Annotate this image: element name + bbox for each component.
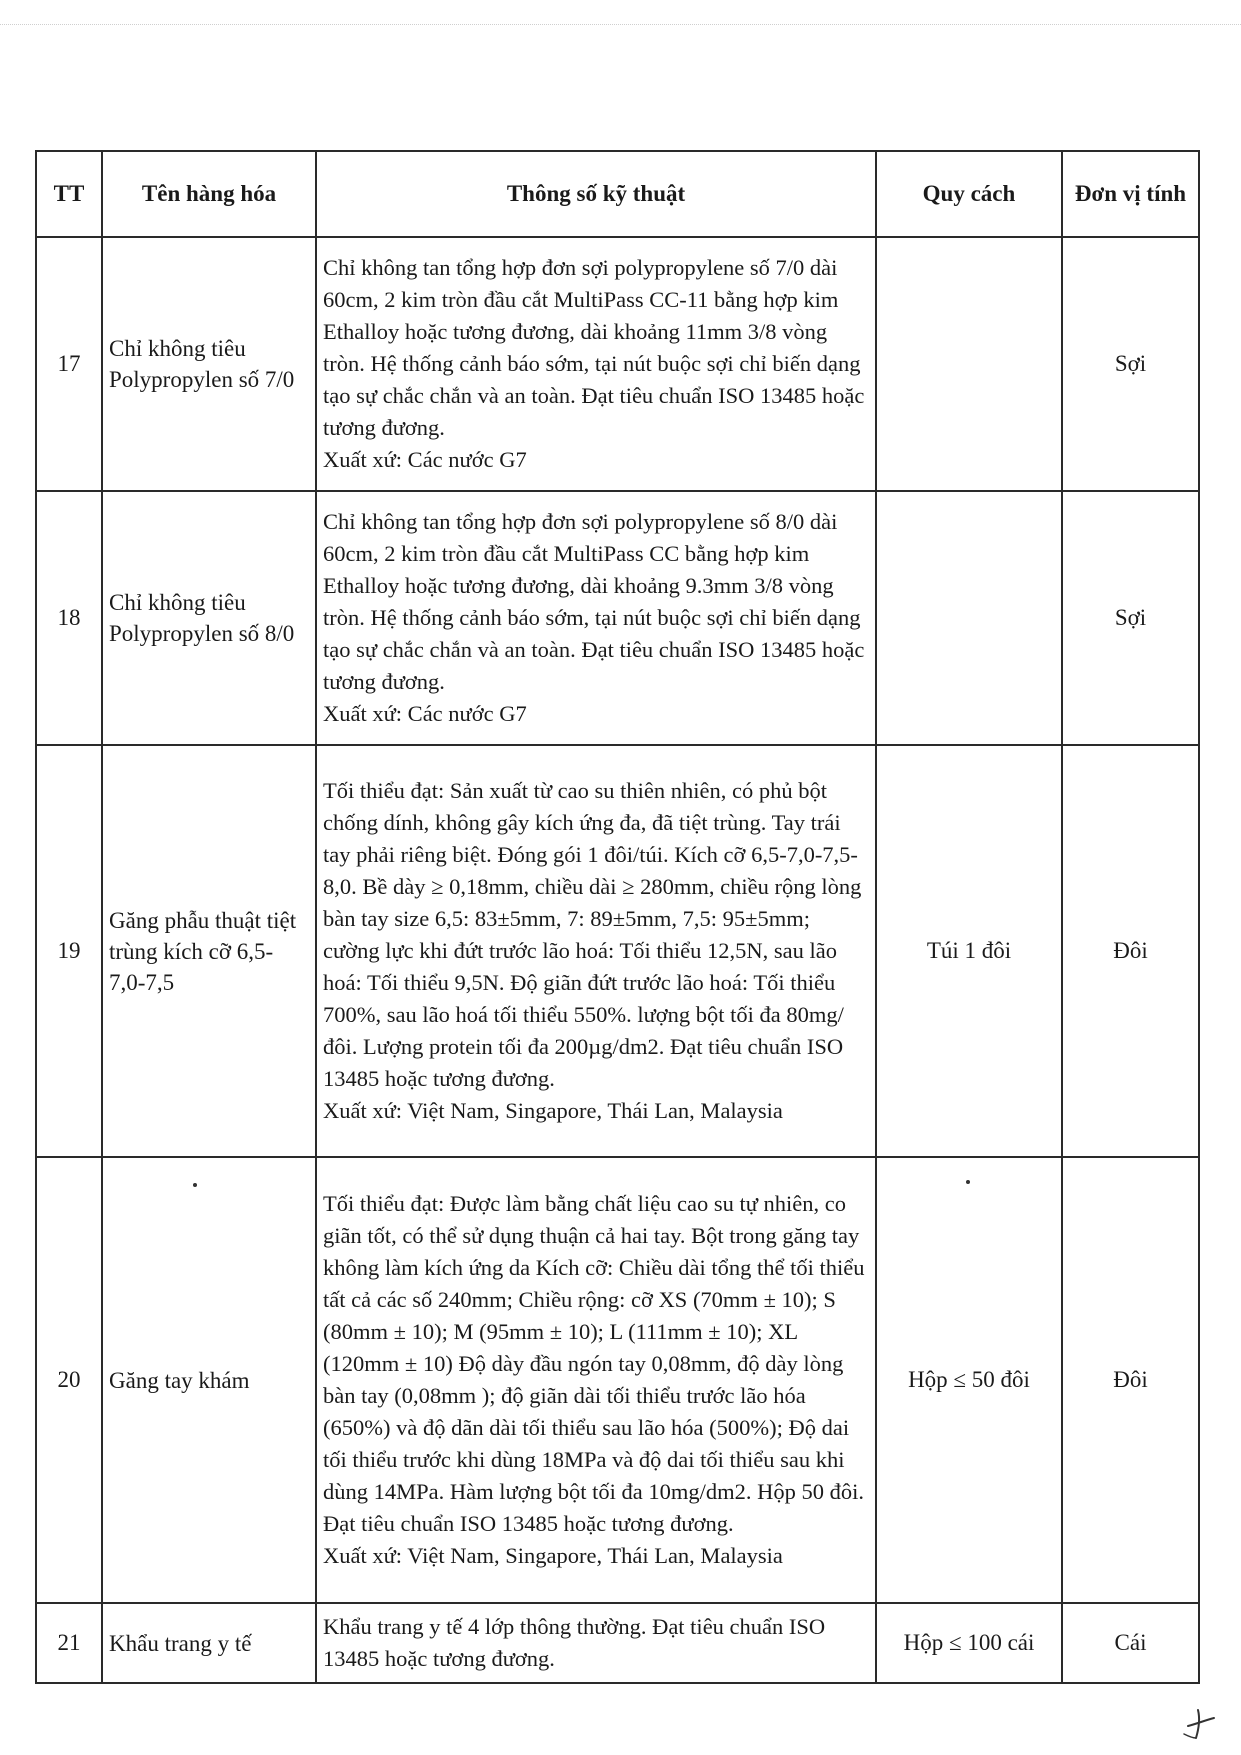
row-unit: Cái <box>1062 1603 1199 1683</box>
header-pack: Quy cách <box>876 151 1062 237</box>
row-name: Găng tay khám <box>102 1157 316 1603</box>
row-tt: 20 <box>36 1157 102 1603</box>
header-spec: Thông số kỹ thuật <box>316 151 876 237</box>
row-tt: 19 <box>36 745 102 1157</box>
row-pack: Túi 1 đôi <box>876 745 1062 1157</box>
initial-mark-icon <box>1178 1706 1218 1742</box>
row-unit: Sợi <box>1062 237 1199 491</box>
table-row <box>36 491 1199 745</box>
row-pack <box>876 237 1062 491</box>
row-tt: 17 <box>36 237 102 491</box>
row-name: Chỉ không tiêu Polypropylen số 8/0 <box>102 491 316 745</box>
product-spec-table <box>35 150 1200 1684</box>
table-row <box>36 237 1199 491</box>
row-tt: 21 <box>36 1603 102 1683</box>
row-name: Chỉ không tiêu Polypropylen số 7/0 <box>102 237 316 491</box>
row-name: Khẩu trang y tế <box>102 1603 316 1683</box>
header-tt: TT <box>36 151 102 237</box>
row-spec: Tối thiểu đạt: Sản xuất từ cao su thiên nhiên, có phủ bột chống dính, không gây kích ứng đa, đã tiệt trùng. Tay trái tay phải riêng biệt. Đóng gói 1 đôi/túi. Kích cỡ 6,5-7,0-7,5-8,0. Bề dày ≥ 0,18mm, chiều dài ≥ 280mm, chiều rộng lòng bàn tay size 6,5: 83±5mm, 7: 89±5mm, 7,5: 95±5mm; cường lực khi đứt trước lão hoá: Tối thiểu 12,5N, sau lão hoá: Tối thiểu 9,5N. Độ giãn đứt trước lão hoá: Tối thiểu 700%, sau lão hoá tối thiểu 550%. lượng bột tối đa 80mg/đôi. Lượng protein tối đa 200µg/dm2. Đạt tiêu chuẩn ISO 13485 hoặc tương đương. Xuất xứ: Việt Nam, Singapore, Thái Lan, Malaysia <box>316 745 876 1157</box>
row-name: Găng phẫu thuật tiệt trùng kích cỡ 6,5-7,0-7,5 <box>102 745 316 1157</box>
stray-dot-mark <box>193 1183 197 1187</box>
row-spec: Chỉ không tan tổng hợp đơn sợi polypropylene số 8/0 dài 60cm, 2 kim tròn đầu cắt MultiPass CC bằng hợp kim Ethalloy hoặc tương đương, dài khoảng 9.3mm 3/8 vòng tròn. Hệ thống cảnh báo sớm, tại nút buộc sợi chỉ biến dạng tạo sự chắc chắn và an toàn. Đạt tiêu chuẩn ISO 13485 hoặc tương đương. Xuất xứ: Các nước G7 <box>316 491 876 745</box>
row-unit: Sợi <box>1062 491 1199 745</box>
row-unit: Đôi <box>1062 745 1199 1157</box>
row-pack: Hộp ≤ 100 cái <box>876 1603 1062 1683</box>
row-unit: Đôi <box>1062 1157 1199 1603</box>
header-name: Tên hàng hóa <box>102 151 316 237</box>
row-pack: Hộp ≤ 50 đôi <box>876 1157 1062 1603</box>
table-row <box>36 1157 1199 1603</box>
row-pack <box>876 491 1062 745</box>
row-spec: Chỉ không tan tổng hợp đơn sợi polypropylene số 7/0 dài 60cm, 2 kim tròn đầu cắt MultiPass CC-11 bằng hợp kim Ethalloy hoặc tương đương, dài khoảng 11mm 3/8 vòng tròn. Hệ thống cảnh báo sớm, tại nút buộc sợi chỉ biến dạng tạo sự chắc chắn và an toàn. Đạt tiêu chuẩn ISO 13485 hoặc tương đương. Xuất xứ: Các nước G7 <box>316 237 876 491</box>
table-row <box>36 745 1199 1157</box>
page-top-rule <box>0 24 1241 25</box>
stray-dot-mark <box>966 1180 970 1184</box>
row-spec: Tối thiểu đạt: Được làm bằng chất liệu cao su tự nhiên, co giãn tốt, có thể sử dụng thuận cả hai tay. Bột trong găng tay không làm kích ứng da Kích cỡ: Chiều dài tổng thể tối thiểu tất cả các số 240mm; Chiều rộng: cỡ XS (70mm ± 10); S (80mm ± 10); M (95mm ± 10); L (111mm ± 10); XL (120mm ± 10) Độ dày đầu ngón tay 0,08mm, độ dày lòng bàn tay (0,08mm ); độ giãn dài tối thiểu trước lão hóa (650%) và độ dãn dài tối thiểu sau lão hóa (500%); Độ dai tối thiểu trước khi dùng 18MPa và độ dai tối thiểu sau khi dùng 14MPa. Hàm lượng bột tối đa 10mg/dm2. Hộp 50 đôi. Đạt tiêu chuẩn ISO 13485 hoặc tương đương. Xuất xứ: Việt Nam, Singapore, Thái Lan, Malaysia <box>316 1157 876 1603</box>
header-unit: Đơn vị tính <box>1062 151 1199 237</box>
row-spec: Khẩu trang y tế 4 lớp thông thường. Đạt tiêu chuẩn ISO 13485 hoặc tương đương. <box>316 1603 876 1683</box>
table-header-row <box>36 151 1199 237</box>
table-row <box>36 1603 1199 1683</box>
row-tt: 18 <box>36 491 102 745</box>
